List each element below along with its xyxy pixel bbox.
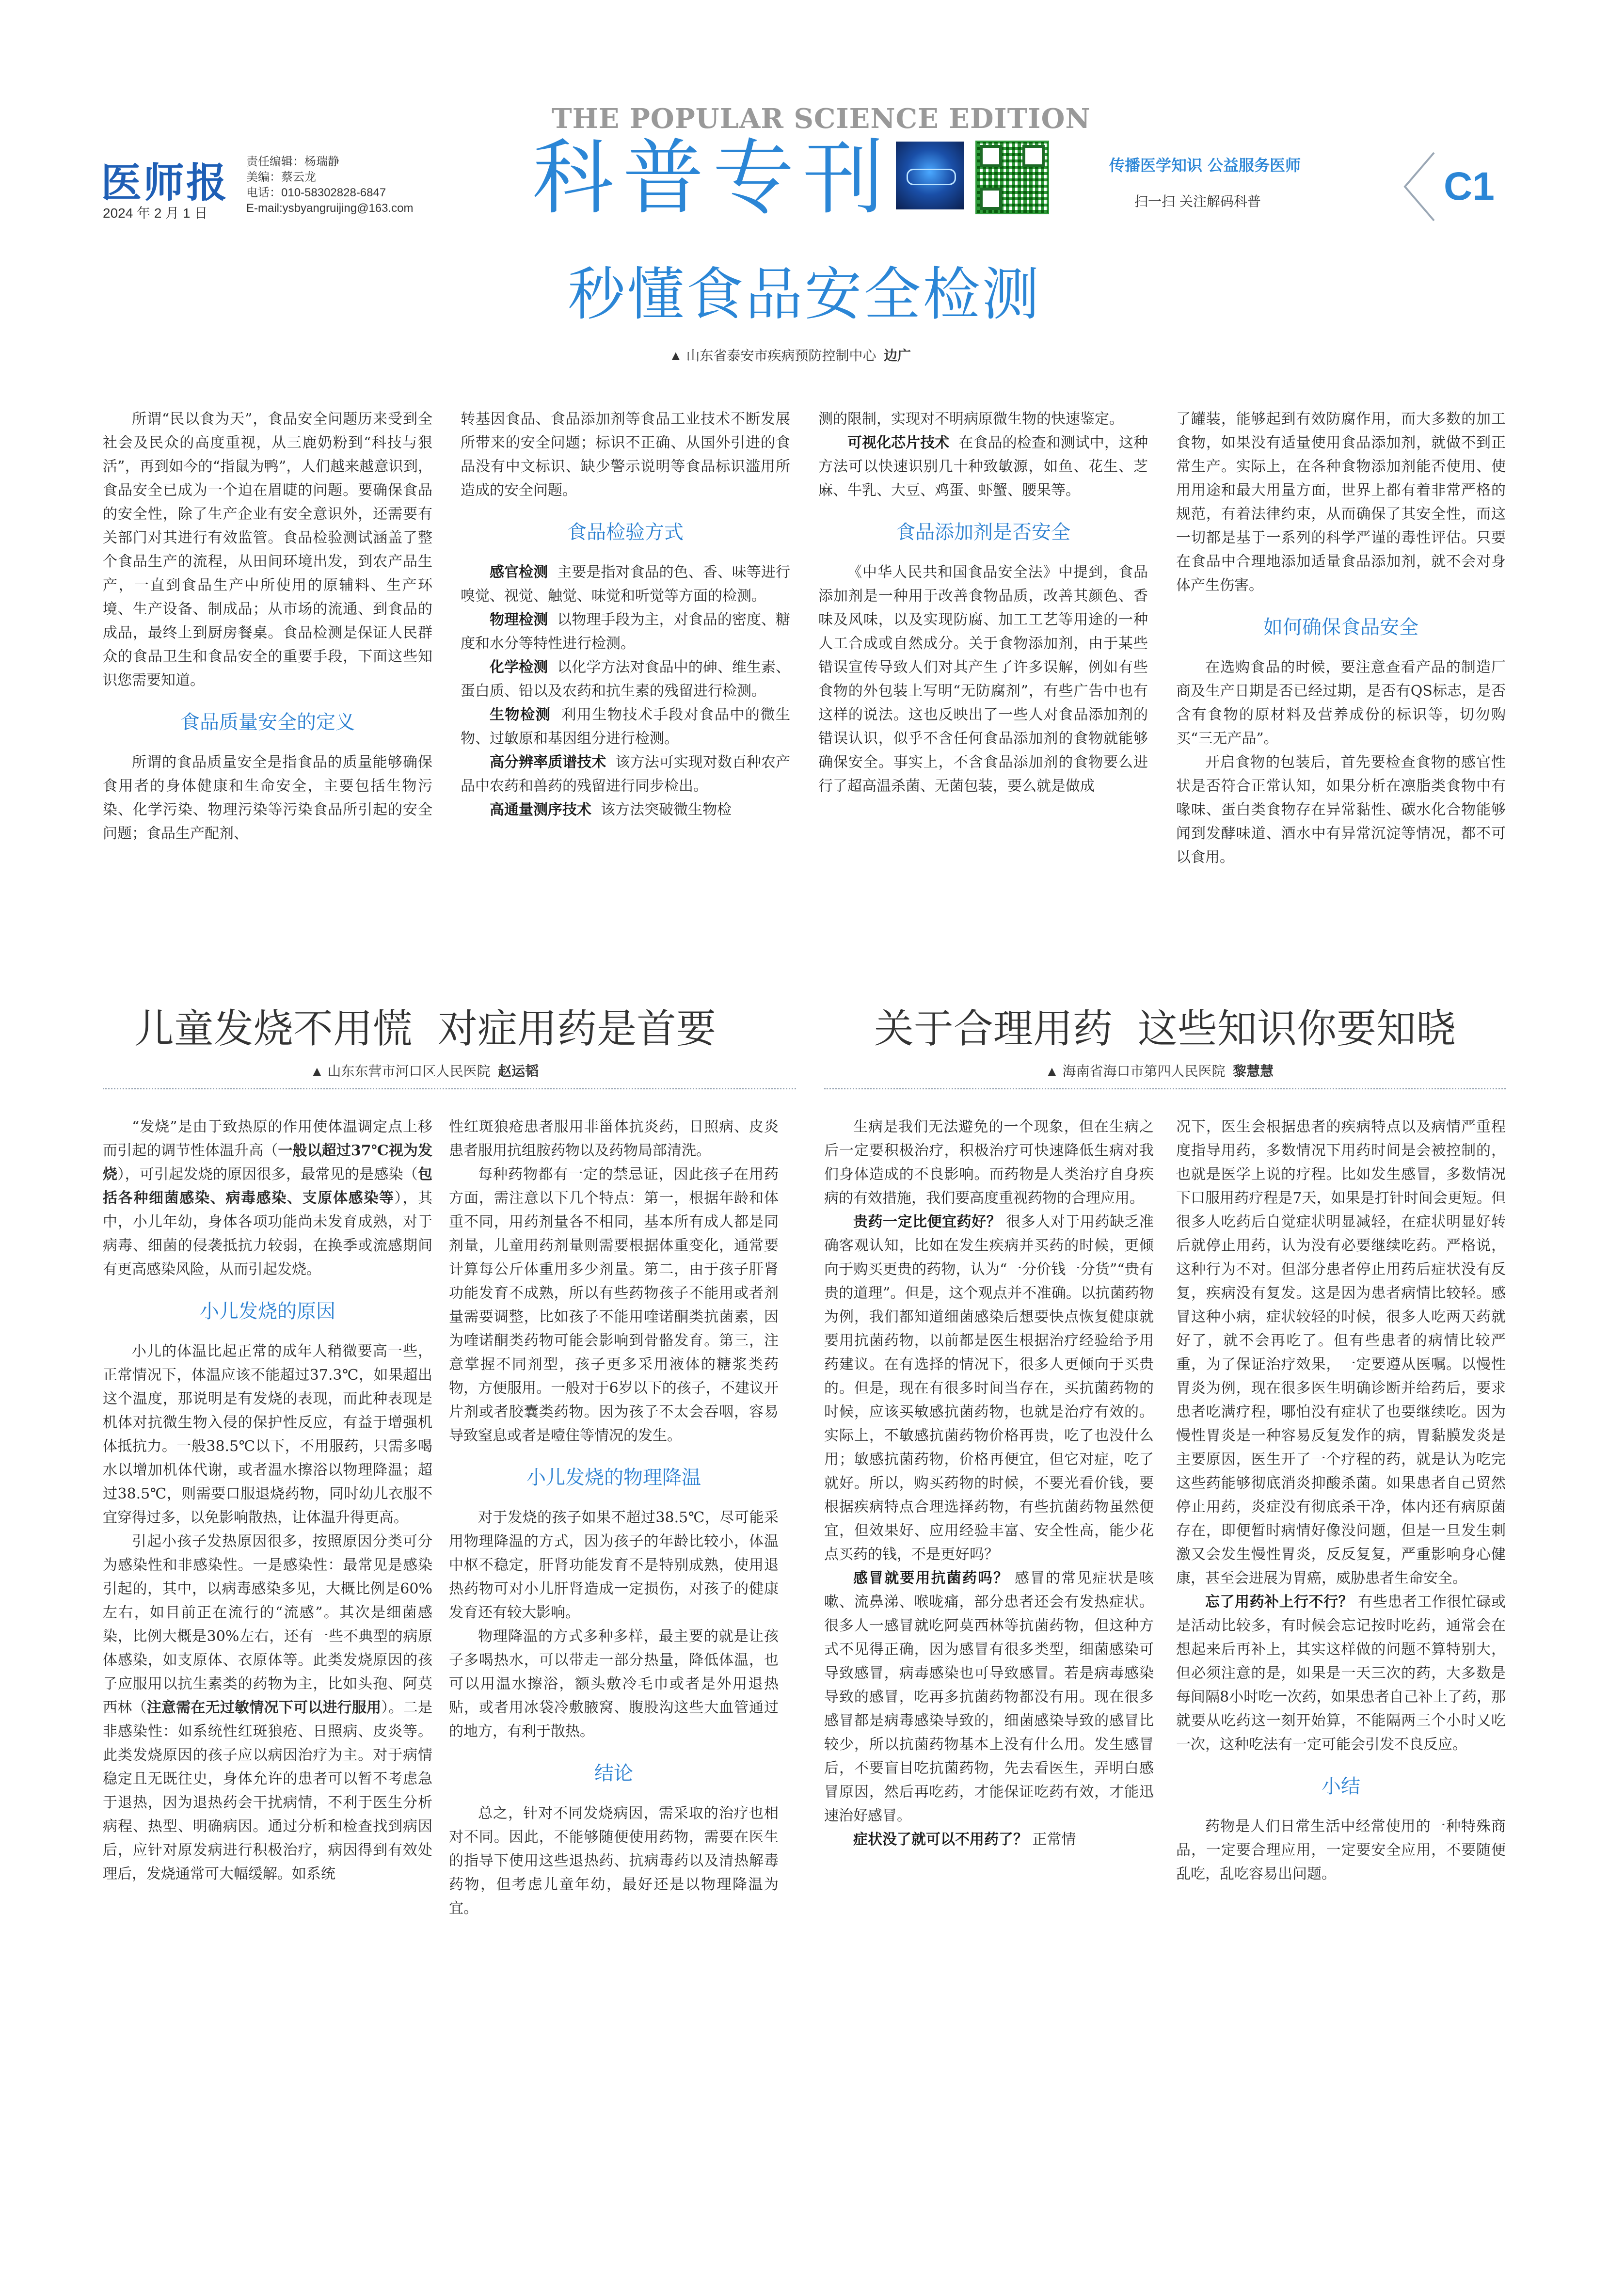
byline-author: 黎慧慧 [1233, 1064, 1274, 1079]
edition-chinese: 科普专刊 [532, 130, 893, 225]
newspaper-logo: 医师报 [101, 159, 229, 207]
paragraph: 了罐装，能够起到有效防腐作用，而大多数的加工食物，如果没有适量使用食品添加剂，就做不到正常生产。实际上，在各种食物添加剂能否使用、使用用途和最大用量方面，世界上都有着非常严格的规范，有着法律约束，从而确保了其安全性，而这一切都是基于一系列的科学严谨的毒性评估。只要在食品中合理地添加适量食品添加剂，就不会对身体产生伤害。 [1176, 411, 1506, 594]
issue-date: 2024 年 2 月 1 日 [103, 206, 208, 221]
qr-code [975, 141, 1049, 214]
method-term: 可视化芯片技术 [847, 434, 950, 451]
method-term: 感官检测 [490, 564, 548, 581]
paragraph: 物理降温的方式多种多样，最主要的就是让孩子多喝热水，可以带走一部分热量，降低体温，也可以用温水擦浴，额头敷冷毛巾或者是外用退热贴，或者用冰袋冷敷腋窝、腹股沟这些大血管通过的地方，有利于散热。 [449, 1628, 779, 1740]
editor-phone: 电话：010-58302828-6847 [246, 186, 386, 199]
byline-org: ▲ 山东省泰安市疾病预防控制中心 [669, 348, 876, 363]
article3-column-1 [824, 1115, 1154, 1851]
byline-org: ▲ 海南省海口市第四人民医院 [1045, 1064, 1226, 1079]
paragraph: 转基因食品、食品添加剂等食品工业技术不断发展所带来的安全问题；标识不正确、从国外引进的食品没有中文标识、缺少警示说明等食品标识滥用所造成的安全问题。 [461, 411, 790, 499]
byline-org: ▲ 山东东营市河口区人民医院 [310, 1064, 491, 1079]
article2-rule [103, 1088, 796, 1089]
paragraph: 性红斑狼疮患者服用非甾体抗炎药，日照病、皮炎患者服用抗组胺药物以及药物局部清洗。 [449, 1118, 779, 1159]
section-heading: 如何确保食品安全 [1263, 616, 1418, 638]
paragraph: 药物是人们日常生活中经常使用的一种特殊商品，一定要合理应用，一定要安全应用，不要随便乱吃，乱吃容易出问题。 [1176, 1818, 1506, 1882]
section-heading: 结论 [594, 1762, 633, 1785]
paragraph: 《中华人民共和国食品安全法》中提到，食品添加剂是一种用于改善食物品质，改善其颜色、香味及风味，以及实现防腐、加工工艺等用途的一种人工合成或自然成分。关于食物添加剂，由于某些错误宣传导致人们对其产生了许多误解，例如有些食物的外包装上写明“无防腐剂”，有些广告中也有这样的说法。这也反映出了一些人对食品添加剂的错误认识，似乎不含任何食品添加剂的食物就能够确保安全。事实上，不含食品添加剂的食物要么进行了超高温杀菌、无菌包装，要么就是做成 [818, 564, 1148, 795]
paragraph: 测的限制，实现对不明病原微生物的快速鉴定。 [818, 411, 1124, 428]
paragraph: 引起小孩子发热原因很多，按照原因分类可分为感染性和非感染性。一是感染性：最常见是感染引起的，其中，以病毒感染多见，大概比例是60%左右，如目前正在流行的“流感”。其次是细菌感染，比例大概是30%左右，还有一些不典型的病原体感染，如支原体、衣原体等。此类发烧原因的孩子应服用以抗生素类的药物为主，比如头孢、阿莫西林（注意需在无过敏情况下可以进行服用）。二是非感染性：如系统性红斑狼疮、日照病、皮炎等。此类发烧原因的孩子应以病因治疗为主。对于病情稳定且无既往史，身体允许的患者可以暂不考虑急于退热，因为退热药会干扰病情，不利于医生分析病程、热型、明确病因。通过分析和检查找到病因后，应针对原发病进行积极治疗，病因得到有效处理后，发烧通常可大幅缓解。如系统 [103, 1533, 433, 1882]
question-item: 感冒就要用抗菌药吗？ 感冒的常见症状是咳嗽、流鼻涕、喉咙痛，部分患者还会有发热症状。很多人一感冒就吃阿莫西林等抗菌药物，但这种方式不见得正确，因为感冒有很多类型，细菌感染可导致感冒，病毒感染也可导致感冒。若是病毒感染导致的感冒，吃再多抗菌药物都没有用。现在很多感冒都是病毒感染导致的，细菌感染导致的感冒比较少，所以抗菌药物基本上没有什么用。发生感冒后，不要盲目吃抗菌药物，先去看医生，弄明白感冒原因，然后再吃药，才能保证吃药有效，才能迅速治好感冒。 [824, 1570, 1154, 1824]
method-term: 物理检测 [490, 611, 548, 628]
method-term: 高分辨率质谱技术 [490, 754, 606, 771]
method-term: 生物检测 [490, 706, 551, 723]
question-title: 贵药一定比便宜药好？ [853, 1213, 1002, 1230]
article1-column-2 [461, 407, 790, 822]
editor-name: 责任编辑：杨瑞静 [246, 155, 339, 168]
article2-column-1 [103, 1115, 432, 1886]
method-item: 高分辨率质谱技术 该方法可实现对数百种农产品中农药和兽药的残留进行同步检出。 [461, 754, 791, 795]
paragraph: 况下，医生会根据患者的疾病特点以及病情严重程度指导用药，多数情况下用药时间是会被控制的，也就是医学上说的疗程。比如发生感冒，多数情况下口服用药疗程是7天，如果是打针时间会更短。但很多人吃药后自觉症状明显减轻，在症状明显好转后就停止用药，认为没有必要继续吃药。严格说，这种行为不对。但部分患者停止用药后症状没有反复，疾病没有复发。这是因为患者病情比较轻。感冒这种小病，症状较轻的时候，很多人吃两天药就好了，就不会再吃了。但有些患者的病情比较严重，为了保证治疗效果，一定要遵从医嘱。以慢性胃炎为例，现在很多医生明确诊断并给药后，要求患者吃满疗程，哪怕没有症状了也要继续吃。因为慢性胃炎是一种容易反复发作的病，胃黏膜发炎是主要原因，医生开了一个疗程的药，就是认为吃完这些药能够彻底消炎抑酸杀菌。如果患者自己贸然停止用药，炎症没有彻底杀干净，体内还有病原菌存在，即便暂时病情好像没问题，但是一旦发生刺激又会发生慢性胃炎，反反复复，严重影响身心健康，甚至会进展为胃癌，威胁患者生命安全。 [1176, 1118, 1506, 1587]
section-heading: 食品添加剂是否安全 [896, 521, 1070, 543]
article3-title: 关于合理用药 这些知识你要知晓 [874, 1006, 1456, 1052]
article3-column-2 [1176, 1115, 1506, 1886]
scan-hint: 扫一扫 关注解码科普 [1134, 193, 1261, 209]
byline-author: 边广 [884, 348, 911, 363]
method-item: 感官检测 主要是指对食品的色、香、味等进行嗅觉、视觉、触觉、味觉和听觉等方面的检测。 [461, 564, 791, 605]
paragraph: 对于发烧的孩子如果不超过38.5℃，尽可能采用物理降温的方式，因为孩子的年龄比较小，体温中枢不稳定，肝肾功能发育不是特别成熟，使用退热药物可对小儿肝肾造成一定损伤，对孩子的健康发育还有较大影响。 [449, 1509, 779, 1621]
article2-column-2 [449, 1115, 779, 1920]
paragraph: 所谓的食品质量安全是指食品的质量能够确保食用者的身体健康和生命安全，主要包括生物污染、化学污染、物理污染等污染食品所引起的安全问题；食品生产配剂、 [103, 754, 432, 842]
article2-byline [310, 1061, 539, 1080]
article3-rule [824, 1088, 1506, 1089]
question-title: 忘了用药补上行不行？ [1205, 1594, 1354, 1610]
program-logo-image [896, 142, 964, 209]
slogan: 传播医学知识 公益服务医师 [1109, 156, 1301, 175]
article2-title: 儿童发烧不用慌 对症用药是首要 [134, 1006, 717, 1052]
paragraph: 开启食物的包装后，首先要检查食物的感官性状是否符合正常认知，如果分析在凛脂类食物中有喙味、蛋白类食物存在异常黏性、碳水化合物能够闻到发酵味道、酒水中有异常沉淀等情况，都不可以食用。 [1176, 754, 1506, 866]
paragraph: 每种药物都有一定的禁忌证，因此孩子在用药方面，需注意以下几个特点：第一，根据年龄和体重不同，用药剂量各不相同，基本所有成人都是同剂量，儿童用药剂量则需要根据体重变化，通常要计算每公斤体重用多少剂量。第二，由于孩子肝肾功能发育不成熟，所以有些药物孩子不能用或者剂量需要调整，比如孩子不能用喹诺酮类抗菌素，因为喹诺酮类药物可能会影响到骨骼发育。第三，注意掌握不同剂型，孩子更多采用液体的糖浆类药物，方便服用。一般对于6岁以下的孩子，不建议开片剂或者胶囊类药物。因为孩子不太会吞咽，容易导致窒息或者是噎住等情况的发生。 [449, 1166, 779, 1444]
editor-email: E-mail:ysbyangruijing@163.com [246, 202, 414, 215]
question-title: 感冒就要用抗菌药吗？ [853, 1570, 1009, 1587]
method-item: 物理检测 以物理手段为主，对食品的密度、糖度和水分等特性进行检测。 [461, 611, 791, 652]
question-title: 症状没了就可以不用药了？ [853, 1831, 1028, 1848]
question-item: 忘了用药补上行不行？ 有些患者工作很忙碌或是活动比较多，有时候会忘记按时吃药，通常会在想起来后再补上，其实这样做的问题不算特别大，但必须注意的是，如果是一天三次的药，大多数是每间隔8小时吃一次药，如果患者自己补上了药，那就要从吃药这一刻开始算，不能隔两三个小时又吃一次，这种吃法有一定可能会引发不良反应。 [1176, 1594, 1506, 1753]
article3-byline [1045, 1061, 1274, 1080]
paragraph: 在选购食品的时候，要注意查看产品的制造厂商及生产日期是否已经过期，是否有QS标志，是否含有食物的原材料及营养成份的标识等，切勿购买“三无产品”。 [1176, 659, 1506, 747]
editor-info [246, 154, 450, 216]
paragraph: “发烧”是由于致热原的作用使体温调定点上移而引起的调节性体温升高（一般以超过37℃视为发烧），可引起发烧的原因很多，最常见的是感染（包括各种细菌感染、病毒感染、支原体感染等），其中，小儿年幼，身体各项功能尚未发育成熟，对于病毒、细菌的侵袭抵抗力较弱，在换季或流感期间有更高感染风险，从而引起发烧。 [103, 1118, 433, 1278]
page-tab-bracket-icon [1400, 150, 1439, 223]
article1-column-3 [818, 407, 1148, 798]
article1-column-4 [1176, 407, 1506, 869]
byline-author: 赵运韬 [498, 1064, 539, 1079]
section-heading: 小儿发烧的物理降温 [526, 1467, 701, 1489]
art-editor-name: 美编：蔡云龙 [246, 171, 316, 184]
edition-english: THE POPULAR SCIENCE EDITION [552, 103, 1091, 135]
article1-title: 秒懂食品安全检测 [568, 261, 1041, 328]
method-term: 化学检测 [490, 659, 548, 676]
paragraph: 小儿的体温比起正常的成年人稍微要高一些，正常情况下，体温应该不能超过37.3℃，如果超出这个温度，那说明是有发烧的表现，而此种表现是机体对抗微生物入侵的保护性反应，有益于增强机体抵抗力。一般38.5℃以下，不用服药，只需多喝水以增加机体代谢，或者温水擦浴以物理降温；超过38.5℃，则需要口服退烧药物，同时幼儿衣服不宜穿得过多，以免影响散热，让体温升得更高。 [103, 1343, 432, 1526]
article1-byline [669, 345, 911, 365]
question-item: 贵药一定比便宜药好？ 很多人对于用药缺乏准确客观认知，比如在发生疾病并买药的时候，更倾向于购买更贵的药物，认为“一分价钱一分货”“贵有贵的道理”。但是，这个观点并不准确。以抗菌药物为例，我们都知道细菌感染后想要快点恢复健康就要用抗菌药物，以前都是医生根据治疗经验给予用药建议。在有选择的情况下，很多人更倾向于买贵的。但是，现在有很多时间当存在，买抗菌药物的时候，应该买敏感抗菌药物，也就是治疗有效的。实际上，不敏感抗菌药物价格再贵，吃了也没什么用；敏感抗菌药物，价格再便宜，但它对症，吃了就好。所以，购买药物的时候，不要光看价钱，要根据疾病特点合理选择药物，有些抗菌药物虽然便宜，但效果好、应用经验丰富、安全性高，能少花点买药的钱，不是更好吗？ [824, 1213, 1154, 1563]
section-heading: 小结 [1322, 1775, 1360, 1798]
method-item: 化学检测 以化学方法对食品中的砷、维生素、蛋白质、铅以及农药和抗生素的残留进行检测。 [461, 659, 791, 700]
method-term: 高通量测序技术 [490, 801, 591, 818]
section-heading: 食品检验方式 [567, 521, 684, 543]
section-heading: 食品质量安全的定义 [180, 711, 355, 733]
paragraph: 生病是我们无法避免的一个现象，但在生病之后一定要积极治疗，积极治疗可快速降低生病对我们身体造成的不良影响。而药物是人类治疗自身疾病的有效措施，我们要高度重视药物的合理应用。 [824, 1118, 1154, 1207]
article1-column-1 [103, 407, 432, 845]
paragraph: 所谓“民以食为天”，食品安全问题历来受到全社会及民众的高度重视，从三鹿奶粉到“科技与狠活”，再到如今的“指鼠为鸭”，人们越来越意识到，食品安全已成为一个迫在眉睫的问题。要确保食品的安全性，除了生产企业有安全意识外，还需要有关部门对其进行有效监管。食品检验测试涵盖了整个食品生产的流程，从田间环境出发，到农产品生产，一直到食品生产中所使用的原辅料、生产环境、生产设备、制成品；从市场的流通、到食品的成品，最终上到厨房餐桌。食品检测是保证人民群众的食品卫生和食品安全的重要手段，下面这些知识您需要知道。 [103, 411, 432, 689]
masthead [0, 0, 1609, 252]
question-item: 症状没了就可以不用药了？ 正常情 [853, 1831, 1076, 1848]
paragraph: 总之，针对不同发烧病因，需采取的治疗也相对不同。因此，不能够随便使用药物，需要在医生的指导下使用这些退热药、抗病毒药以及清热解毒药物，但考虑儿童年幼，最好还是以物理降温为宜。 [449, 1805, 779, 1917]
method-item: 可视化芯片技术 在食品的检查和测试中，这种方法可以快速识别几十种致敏源，如鱼、花生、芝麻、牛乳、大豆、鸡蛋、虾蟹、腰果等。 [818, 434, 1148, 499]
section-heading: 小儿发烧的原因 [200, 1300, 335, 1323]
method-item: 生物检测 利用生物技术手段对食品中的微生物、过敏原和基因组分进行检测。 [461, 706, 791, 747]
method-item: 高通量测序技术 该方法突破微生物检 [490, 801, 732, 818]
page-number: C1 [1444, 164, 1495, 208]
